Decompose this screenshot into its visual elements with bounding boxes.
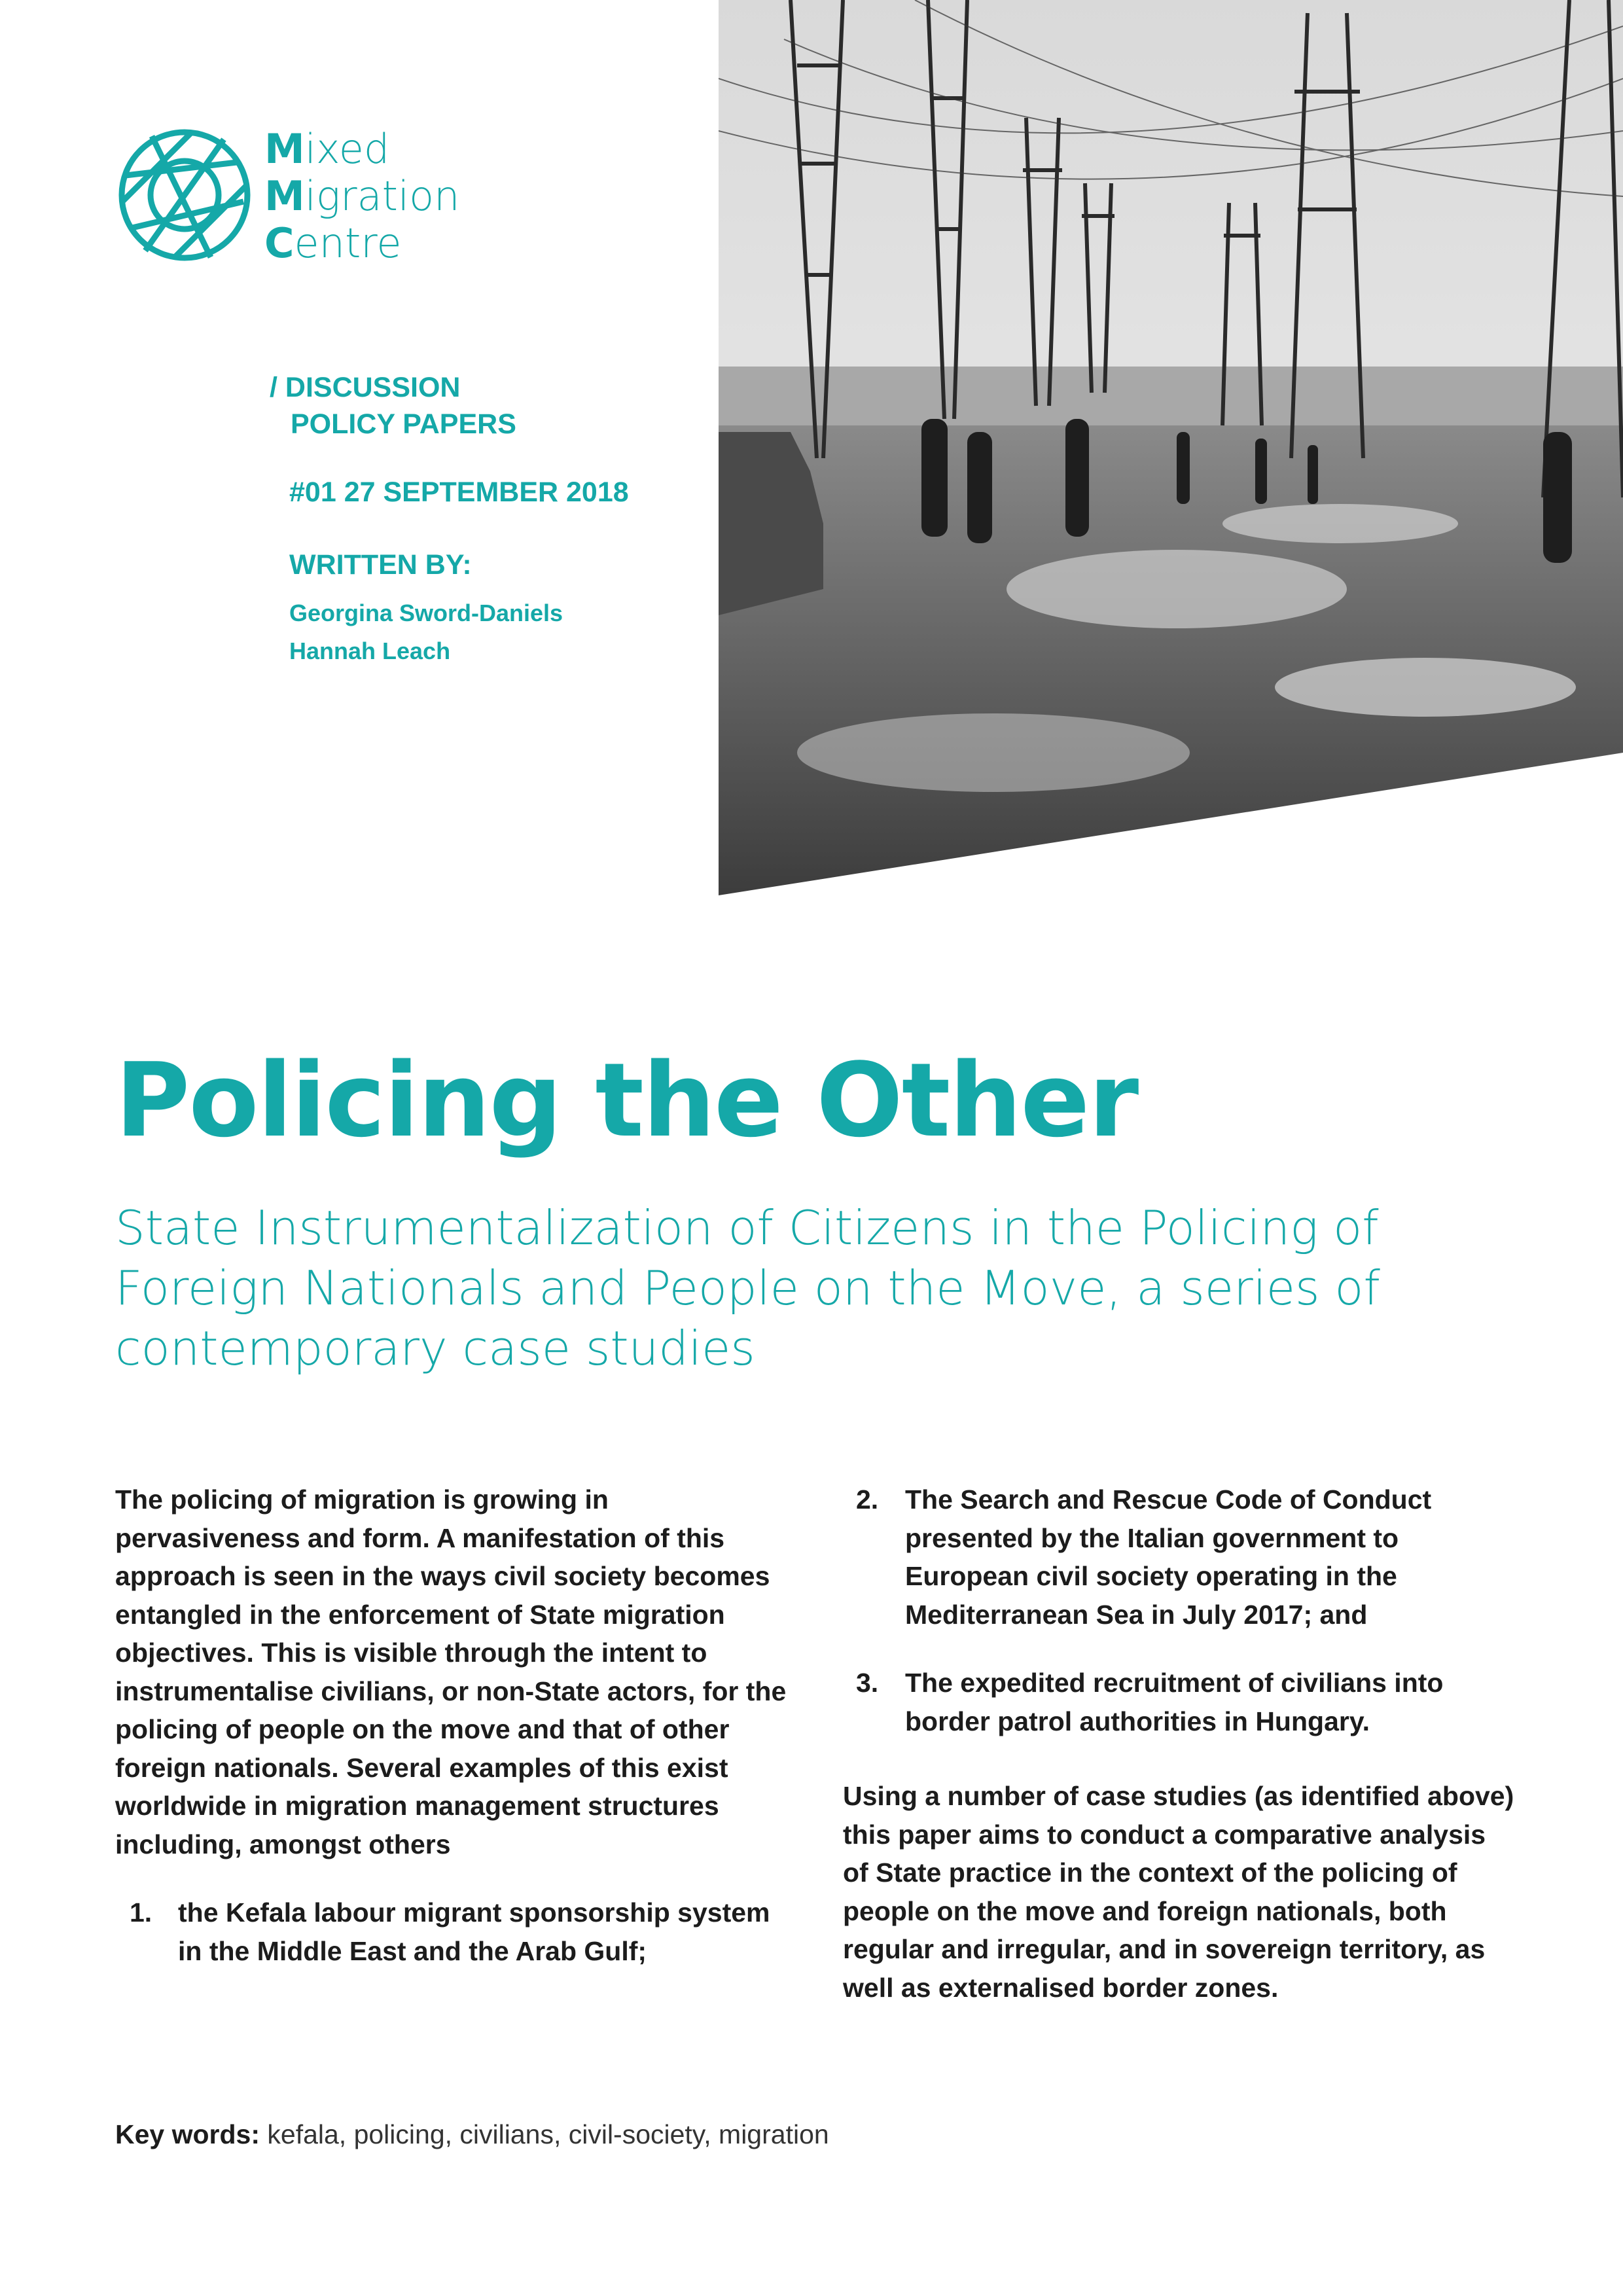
conclusion-paragraph: Using a number of case studies (as identified above) this paper aims to conduct a comparative analysis of State practice in the context of the policing of people on the move and foreign nationals, both regular and irregular, and in sovereign territory, as well as externalised border zones. [843, 1781, 1514, 2003]
author-name: Hannah Leach [289, 637, 451, 664]
series-label: / DISCUSSION POLICY PAPERS [270, 372, 516, 440]
list-item: 1. the Kefala labour migrant sponsorship system in the Middle East and the Arab Gulf; [130, 1897, 770, 1966]
page-title: Policing the Other [115, 1041, 1138, 1160]
author-name: Georgina Sword-Daniels [289, 600, 563, 626]
body-right-column [843, 1480, 1517, 2007]
keywords-value: kefala, policing, civilians, civil-society, migration [260, 2119, 829, 2149]
keywords-label: Key words: [115, 2119, 260, 2149]
logo-wordmark: Mixed Migration Centre [264, 125, 460, 267]
list-item: 2. The Search and Rescue Code of Conduct presented by the Italian government to European civil society operating in the Mediterranean Sea in July 2017; and [856, 1484, 1432, 1630]
issue-date: #01 27 SEPTEMBER 2018 [289, 476, 629, 508]
mmc-logo-icon [113, 123, 257, 267]
author-list [289, 594, 728, 670]
document-meta [270, 369, 728, 670]
cover-photo [719, 0, 1623, 895]
organization-logo [113, 123, 492, 280]
page-subtitle: State Instrumentalization of Citizens in the Policing of Foreign Nationals and People on the Move, a series of contemporary case studies [115, 1200, 1380, 1376]
keywords [115, 2119, 829, 2150]
written-by-label: WRITTEN BY: [289, 549, 472, 581]
list-item: 3. The expedited recruitment of civilians into border patrol authorities in Hungary. [856, 1668, 1444, 1736]
intro-paragraph: The policing of migration is growing in pervasiveness and form. A manifestation of this approach is seen in the ways civil society becomes entangled in the enforcement of State migration objectives. This is visible through the intent to instrumentalise civilians, or non-State actors, for the policing of people on the move and that of other foreign nationals. Several examples of this exist worldwide in migration management structures including, amongst others [115, 1484, 787, 1859]
body-left-column [115, 1480, 796, 1970]
